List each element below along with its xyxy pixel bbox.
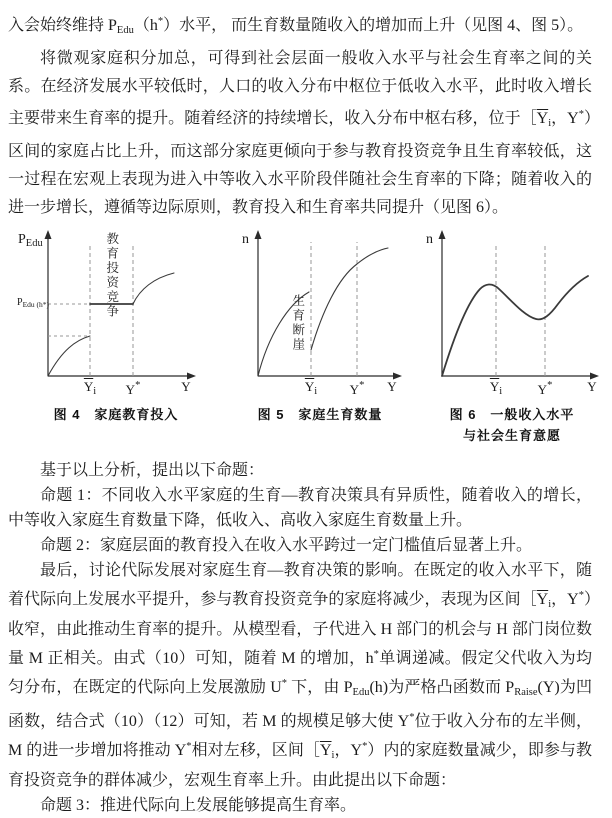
- text-segment: ）收窄，由此推动生育率的提升。从模型看，子代进入 H 部门的机会与 H 部门岗位数量 M 正相关。由式（10）可知，随着 M 的增加，h: [8, 591, 592, 667]
- text-segment: n: [426, 232, 433, 247]
- y-ref-label: [17, 297, 49, 309]
- text-segment: *: [362, 741, 368, 752]
- text-segment: Y: [125, 382, 136, 397]
- text-segment: $\overline{Y}$: [489, 379, 500, 394]
- paragraph: [8, 533, 592, 558]
- y-axis-label: [18, 232, 43, 250]
- text-segment: i: [314, 386, 318, 397]
- paragraph: [8, 483, 592, 533]
- figure-canvas: [230, 224, 410, 386]
- text-segment: *: [373, 649, 379, 660]
- text-segment: 命题 3：推进代际向上发展能够提高生育率。: [40, 797, 357, 814]
- text-segment: Y: [387, 379, 397, 394]
- figure-caption-line: 与社会生育意愿: [462, 427, 561, 443]
- paragraph: [8, 793, 592, 818]
- annotation-vertical: [290, 294, 304, 352]
- text-segment: n: [242, 232, 249, 247]
- text-segment: 基于以上分析，提出以下命题：: [40, 462, 265, 479]
- paragraph: [8, 458, 592, 483]
- text-segment: 下，由 P: [287, 679, 353, 696]
- figure-4-family-education-investment: [16, 224, 216, 426]
- text-segment: 相对左移，区间［: [191, 742, 320, 759]
- y-axis-label: [426, 232, 433, 247]
- text-segment: *: [186, 741, 192, 752]
- text-segment: Y: [349, 382, 360, 397]
- text-segment: Edu: [352, 687, 370, 698]
- body-text-top: [8, 8, 592, 222]
- text-segment: ）内的家庭数量减少，即参与教育投资竞争的群体减少，宏观生育率上升。由此提出以下命题：: [8, 742, 592, 789]
- text-segment: Y: [181, 379, 191, 394]
- figure-plot-area: [412, 224, 612, 400]
- x-tick-ystar: [535, 380, 555, 397]
- figure-6-income-level-and-fertility-intention: [412, 224, 612, 447]
- figure-caption: [16, 405, 216, 426]
- figure-plot-area: [16, 224, 216, 400]
- y-axis-label: [242, 232, 249, 247]
- text-segment: $\overline{Y}$: [319, 742, 332, 759]
- text-segment: *: [547, 380, 553, 391]
- text-segment: ）水平， 而生育数量随收入的增加而上升（见图 4、图 5）。: [163, 17, 584, 34]
- text-segment: 命题 1：不同收入水平家庭的生育—教育决策具有异质性，随着收入的增长，中等收入家庭生育数量下降，低收入、高收入家庭生育数量上升。: [8, 487, 592, 529]
- figure-canvas: [412, 224, 612, 386]
- paragraph: [8, 8, 592, 45]
- text-segment: $\overline{Y}$: [304, 379, 315, 394]
- x-axis-label: [582, 380, 602, 394]
- figure-caption: [412, 405, 612, 447]
- text-segment: Edu (h*): [22, 300, 50, 309]
- text-segment: Edu: [25, 238, 43, 249]
- text-segment: *: [157, 16, 164, 27]
- x-tick-ystar: [347, 380, 367, 397]
- text-segment: （h: [133, 17, 158, 34]
- figure-caption-line: 图 6 一般收入水平: [449, 407, 575, 422]
- text-segment: *: [359, 380, 365, 391]
- text-segment: 最后，讨论代际发展对家庭生育—教育决策的影响。在既定的收入水平下，随着代际向上发展水平提升，参与教育投资竞争的家庭将减少，表现为区间［: [8, 562, 592, 608]
- x-tick-yi: [486, 380, 506, 398]
- figures-row: [8, 224, 597, 443]
- text-segment: ，Y: [551, 591, 579, 608]
- text-segment: 将微观家庭积分加总，可得到社会层面一般收入水平与社会生育率之间的关系。在经济发展水平较低时，人口的收入分布中枢位于低收入水平，此时收入增长主要带来生育率的提升。随着经济的持续增长，收入分布中枢右移，位于［: [8, 50, 592, 127]
- text-segment: 单调递减。假定父代收入为均匀分布，在既定的代际向上发展激励 U: [8, 650, 592, 696]
- text-segment: ，Y: [551, 110, 579, 127]
- text-segment: *: [409, 712, 415, 723]
- figure-caption: [230, 405, 410, 426]
- text-segment: (Y)为凹函数，结合式（10）（12）可知，若 M 的规模足够大使 Y: [8, 679, 592, 730]
- text-segment: P: [17, 297, 23, 308]
- text-segment: i: [499, 386, 503, 397]
- text-segment: Y: [537, 382, 548, 397]
- figure-5-family-fertility-quantity: [230, 224, 410, 426]
- x-tick-ystar: [123, 380, 143, 397]
- text-segment: i: [331, 750, 335, 761]
- text-segment: (h)为严格凸函数而 P: [369, 679, 515, 696]
- body-text-bottom: [8, 458, 592, 818]
- text-segment: Y: [587, 379, 597, 394]
- text-segment: $\overline{Y}$: [536, 591, 549, 608]
- text-segment: Edu: [116, 25, 134, 36]
- text-segment: P: [18, 232, 26, 247]
- text-segment: i: [548, 118, 552, 129]
- x-axis-label: [176, 380, 196, 394]
- figure-caption-line: 图 5 家庭生育数量: [257, 407, 383, 422]
- figure-caption-line: 图 4 家庭教育投入: [53, 407, 179, 422]
- text-segment: i: [93, 386, 97, 397]
- text-segment: *: [578, 109, 584, 120]
- text-segment: 生育断崖: [290, 294, 305, 352]
- x-axis-label: [382, 380, 402, 394]
- x-tick-yi: [301, 380, 321, 398]
- text-segment: 位于收入分布的左半侧，M 的进一步增加将推动 Y: [8, 713, 592, 759]
- text-segment: *: [281, 678, 287, 689]
- text-segment: 命题 2：家庭层面的教育投入在收入水平跨过一定门槛值后显著上升。: [40, 537, 533, 554]
- paragraph: [8, 558, 592, 793]
- text-segment: $\overline{Y}$: [83, 379, 94, 394]
- text-segment: ）区间的家庭占比上升，而这部分家庭更倾向于参与教育投资竞争且生育率较低，这一过程在宏观上表现为进入中等收入水平阶段伴随社会生育率的下降；随着收入的进一步增长，遵循等边际原则，教育投入和生育率共同提升（见图 6）。: [8, 110, 592, 216]
- text-segment: *: [578, 590, 584, 601]
- figure-plot-area: [230, 224, 410, 400]
- text-segment: i: [548, 599, 552, 610]
- text-segment: 入会始终维持 P: [8, 17, 117, 34]
- text-segment: $\overline{Y}$: [536, 110, 549, 127]
- text-segment: Raise: [514, 687, 538, 698]
- text-segment: ，Y: [334, 742, 363, 759]
- text-segment: 教育投资竞争: [104, 232, 119, 319]
- x-tick-yi: [80, 380, 100, 398]
- text-segment: *: [135, 380, 141, 391]
- paragraph: [8, 45, 592, 222]
- annotation-vertical: [104, 232, 118, 319]
